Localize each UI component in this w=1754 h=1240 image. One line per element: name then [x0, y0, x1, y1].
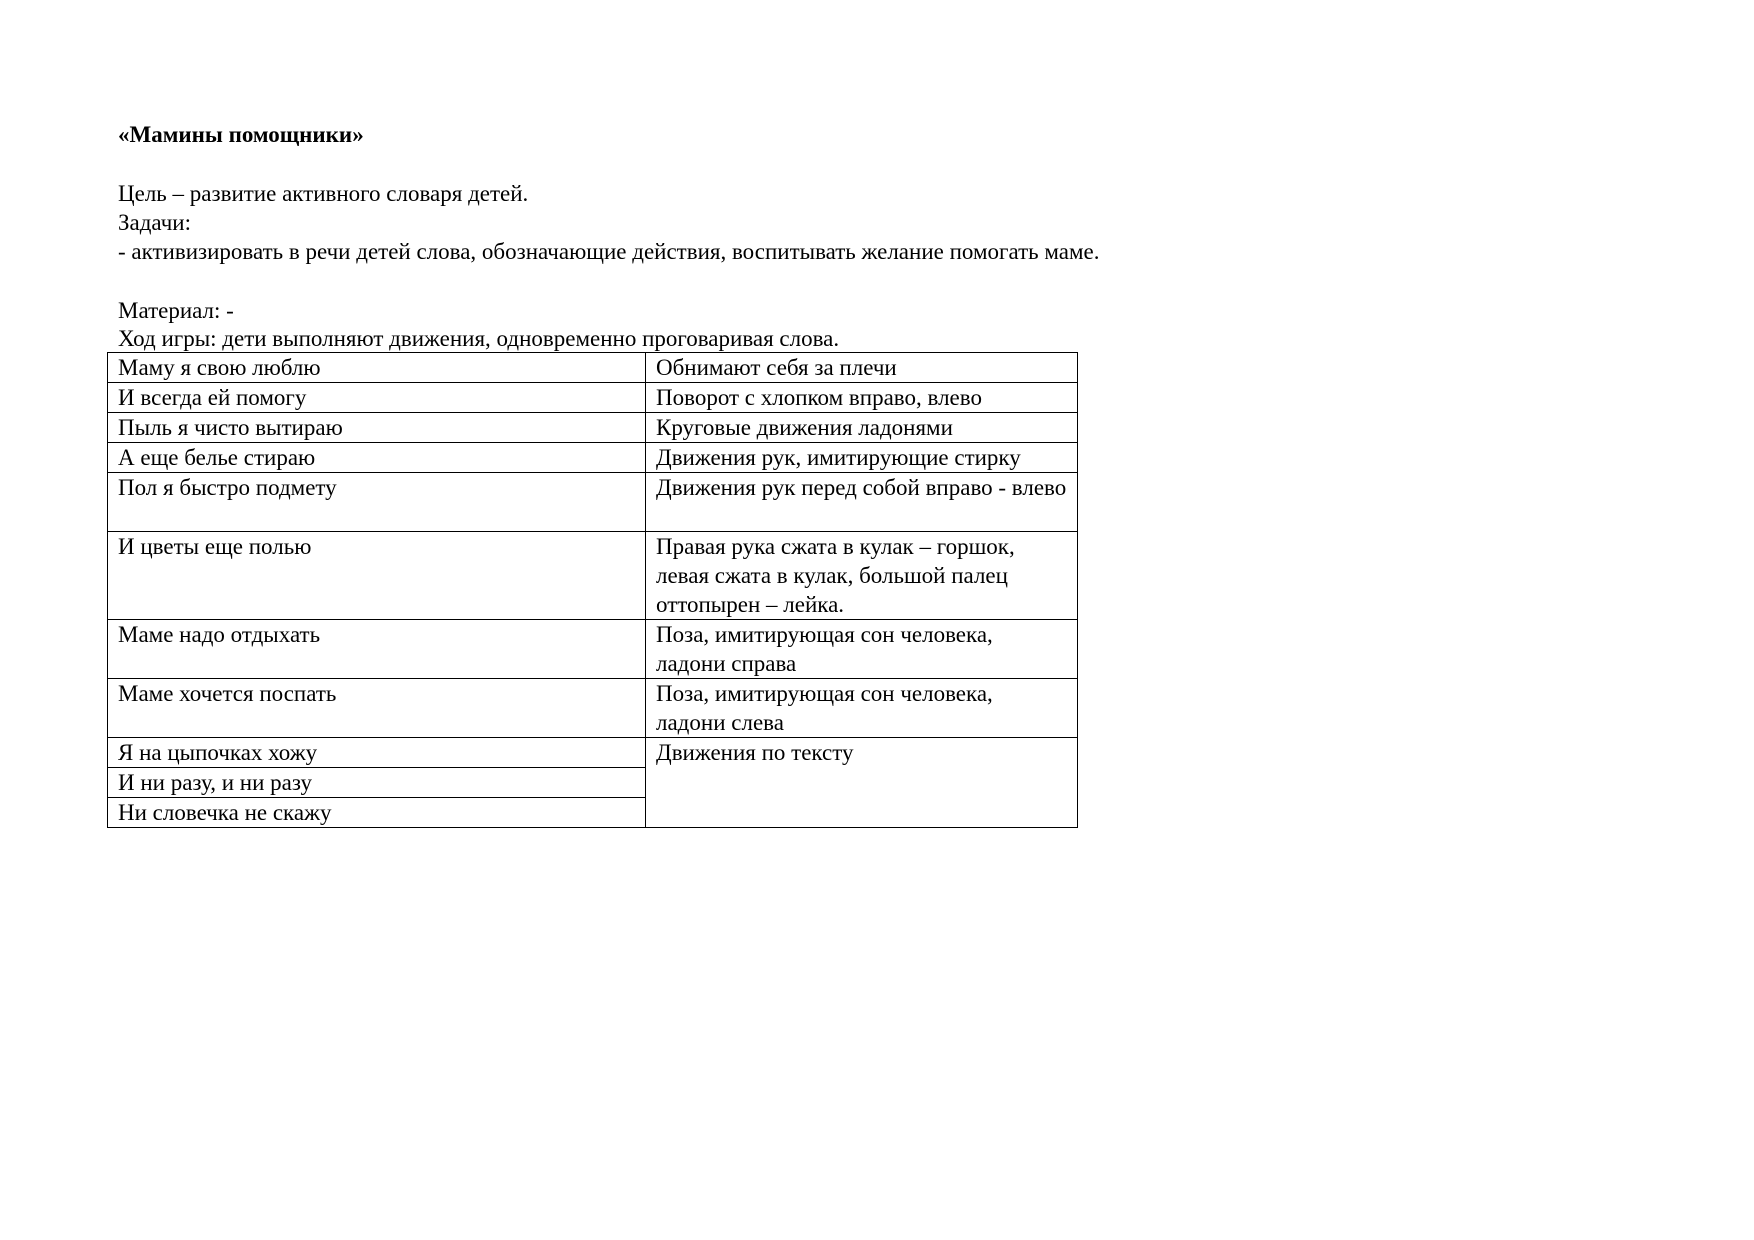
- table-row: [108, 620, 1078, 679]
- movement-cell: Движения рук перед собой вправо - влево: [646, 473, 1078, 532]
- words-cell: И цветы еще полью: [108, 532, 646, 620]
- goal-text: Цель – развитие активного словаря детей.: [118, 181, 529, 206]
- words-cell: Маму я свою люблю: [108, 353, 646, 383]
- words-cell: И ни разу, и ни разу: [108, 768, 646, 798]
- table-row: [108, 443, 1078, 473]
- table-row: [108, 413, 1078, 443]
- game-course-text: Ход игры: дети выполняют движения, одновременно проговаривая слова.: [118, 326, 840, 351]
- words-cell: Пол я быстро подмету: [108, 473, 646, 532]
- movement-cell: Поза, имитирующая сон человека, ладони справа: [646, 620, 1078, 679]
- words-cell: Ни словечка не скажу: [108, 798, 646, 828]
- words-cell: Маме хочется поспать: [108, 679, 646, 738]
- movement-cell: Обнимают себя за плечи: [646, 353, 1078, 383]
- game-table: [107, 352, 1078, 828]
- task-item: - активизировать в речи детей слова, обозначающие действия, воспитывать желание помогать маме.: [118, 239, 1100, 264]
- table-row: [108, 679, 1078, 738]
- table-row: [108, 353, 1078, 383]
- tasks-label: Задачи:: [118, 210, 191, 235]
- movement-cell: Круговые движения ладонями: [646, 413, 1078, 443]
- table-row: [108, 738, 1078, 768]
- words-cell: И всегда ей помогу: [108, 383, 646, 413]
- movement-cell: Поворот с хлопком вправо, влево: [646, 383, 1078, 413]
- movement-cell: Поза, имитирующая сон человека, ладони слева: [646, 679, 1078, 738]
- movement-cell: Движения рук, имитирующие стирку: [646, 443, 1078, 473]
- words-cell: А еще белье стираю: [108, 443, 646, 473]
- movement-cell: Правая рука сжата в кулак – горшок, левая сжата в кулак, большой палец оттопырен – лейка.: [646, 532, 1078, 620]
- words-cell: Я на цыпочках хожу: [108, 738, 646, 768]
- document-title: «Мамины помощники»: [118, 122, 364, 147]
- movement-cell: Движения по тексту: [646, 738, 1078, 828]
- words-cell: Маме надо отдыхать: [108, 620, 646, 679]
- table-row: [108, 383, 1078, 413]
- table-row: [108, 473, 1078, 532]
- table-row: [108, 532, 1078, 620]
- words-cell: Пыль я чисто вытираю: [108, 413, 646, 443]
- material-text: Материал: -: [118, 298, 234, 323]
